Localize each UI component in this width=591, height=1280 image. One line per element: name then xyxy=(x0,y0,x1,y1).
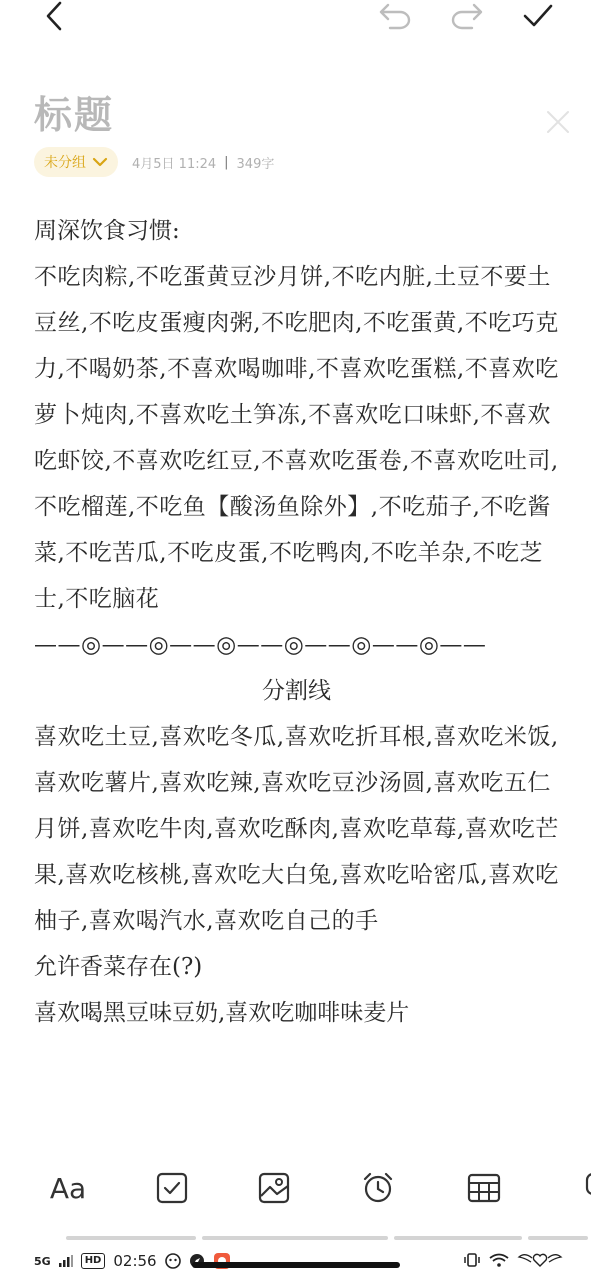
done-button[interactable] xyxy=(516,0,560,32)
chevron-down-icon xyxy=(92,157,108,167)
undo-button[interactable] xyxy=(374,0,418,32)
mic-icon xyxy=(575,1171,591,1205)
likes-paragraph-2: 喜欢喝黑豆味豆奶,喜欢吃咖啡味麦片 xyxy=(34,1000,410,1026)
winged-heart-icon xyxy=(517,1252,563,1268)
toolbar-scroll-indicator xyxy=(66,1236,588,1240)
close-icon xyxy=(545,109,571,135)
image-icon xyxy=(258,1172,290,1204)
note-date: 4月5日 11:24 xyxy=(132,156,217,172)
wifi-icon xyxy=(489,1253,509,1267)
insert-image-button[interactable] xyxy=(250,1164,298,1212)
top-bar xyxy=(0,0,591,60)
likes-paragraph: 喜欢吃土豆,喜欢吃冬瓜,喜欢吃折耳根,喜欢吃米饭,喜欢吃薯片,喜欢吃辣,喜欢吃豆沙汤圆,喜欢吃五仁月饼,喜欢吃牛肉,喜欢吃酥肉,喜欢吃草莓,喜欢吃芒果,喜欢吃核桃,喜欢吃大白兔,喜欢吃哈密瓜,喜欢吃柚子,喜欢喝汽水,喜欢吃自己的手 xyxy=(34,724,559,934)
group-selector[interactable] xyxy=(34,147,118,177)
alarm-icon xyxy=(361,1171,395,1205)
status-time: 02:56 xyxy=(113,1252,157,1270)
undo-icon xyxy=(378,2,414,30)
dislikes-paragraph: 不吃肉粽,不吃蛋黄豆沙月饼,不吃内脏,土豆不要土豆丝,不吃皮蛋瘦肉粥,不吃肥肉,不吃蛋黄,不吃巧克力,不喝奶茶,不喜欢喝咖啡,不喜欢吃蛋糕,不喜欢吃萝卜炖肉,不喜欢吃土笋冻,不喜欢吃口味虾,不喜欢吃虾饺,不喜欢吃红豆,不喜欢吃蛋卷,不喜欢吃吐司,不吃榴莲,不吃鱼【酸汤鱼除外】,不吃茄子,不吃酱菜,不吃苦瓜,不吃皮蛋,不吃鸭肉,不吃羊杂,不吃芝士,不吃脑花 xyxy=(34,264,559,612)
insert-table-button[interactable] xyxy=(460,1164,508,1212)
body-heading: 周深饮食习惯: xyxy=(34,218,180,244)
voice-input-button[interactable] xyxy=(562,1164,591,1212)
reminder-button[interactable] xyxy=(354,1164,402,1212)
note-title[interactable]: 标题 xyxy=(34,93,115,137)
font-format-button[interactable] xyxy=(44,1164,92,1212)
clear-title-button[interactable] xyxy=(540,104,576,140)
font-format-label: Aa xyxy=(49,1171,87,1205)
hd-badge: HD xyxy=(81,1253,106,1269)
home-indicator[interactable] xyxy=(192,1262,400,1268)
note-line: 允许香菜存在(?) xyxy=(34,954,203,980)
redo-icon xyxy=(448,2,484,30)
redo-button[interactable] xyxy=(444,0,488,32)
signal-icon xyxy=(59,1255,73,1267)
network-indicator: 5G xyxy=(34,1254,51,1268)
app-notification-icon xyxy=(165,1253,181,1269)
check-icon xyxy=(522,3,554,29)
back-icon xyxy=(42,1,66,31)
checklist-button[interactable] xyxy=(148,1164,196,1212)
editor-toolbar xyxy=(0,1140,591,1236)
word-count: 349字 xyxy=(236,156,275,172)
checkbox-icon xyxy=(156,1172,188,1204)
note-body[interactable] xyxy=(34,208,559,1036)
divider-line: ——◎——◎——◎——◎——◎——◎—— xyxy=(34,632,487,658)
divider-label: 分割线 xyxy=(262,678,331,704)
meta-separator: | xyxy=(224,154,229,170)
meta-info xyxy=(132,153,274,172)
table-icon xyxy=(467,1173,501,1203)
group-label: 未分组 xyxy=(44,155,86,171)
back-button[interactable] xyxy=(32,0,76,32)
note-meta xyxy=(34,146,274,178)
vibrate-icon xyxy=(463,1253,481,1267)
